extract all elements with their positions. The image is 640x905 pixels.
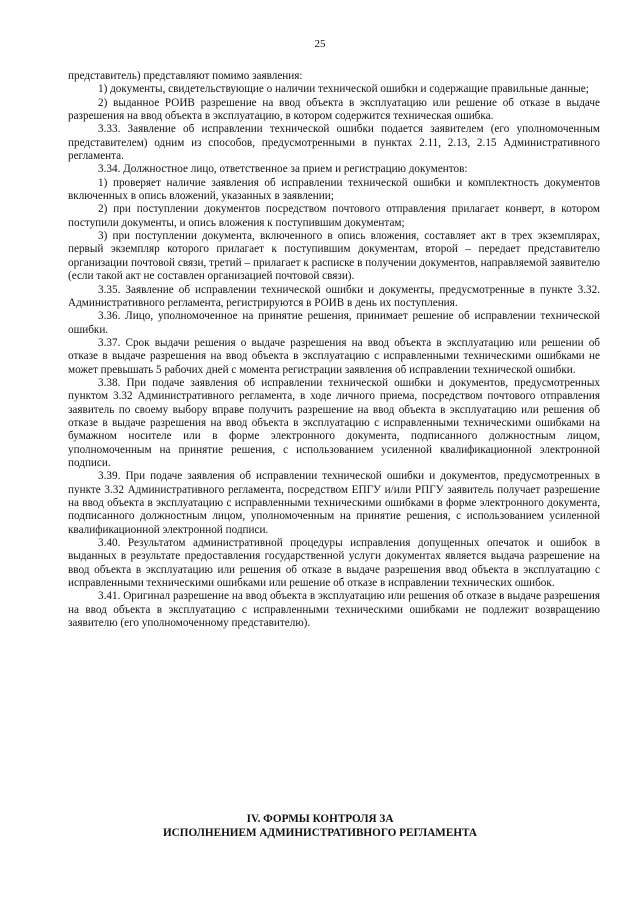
paragraph-3-34: 3.34. Должностное лицо, ответственное за прием и регистрацию документов: <box>98 163 468 176</box>
paragraph-3-36: 3.36. Лицо, уполномоченное на принятие решения, принимает решение об исправлении технической ошибки. <box>68 310 600 336</box>
section-heading-line-2: ИСПОЛНЕНИЕМ АДМИНИСТРАТИВНОГО РЕГЛАМЕНТА <box>162 827 478 839</box>
page-number: 25 <box>314 38 326 50</box>
paragraph-3-39: 3.39. При подаче заявления об исправлении технической ошибки и документов, предусмотренных в пункте 3.32 Административного регламента, посредством ЕПГУ и/или РПГУ заявитель получает разрешение на ввод объекта в эксплуатацию с исправленными техническими ошибками в форме электронного документа, подписанного должностным лицом, уполномоченным на принятие решения, с использованием усиленной квалификационной электронной подписи. <box>68 470 600 536</box>
document-body <box>68 70 600 630</box>
paragraph-3-38: 3.38. При подаче заявления об исправлении технической ошибки и документов, предусмотренных пунктом 3.32 Административного регламента, в ходе личного приема, посредством почтового отправления заявитель по своему выбору вправе получить разрешение на ввод объекта в эксплуатацию или решения об отказе в выдаче разрешения на ввод объекта в эксплуатацию с исправленными техническими ошибками на бумажном носителе или в форме электронного документа, подписанного должностным лицом, уполномоченным на принятие решения, с использованием усиленной квалификационной электронной подписи. <box>68 376 600 469</box>
paragraph-3-40: 3.40. Результатом административной процедуры исправления допущенных опечаток и ошибок в выданных в результате предоставления государственной услуги документах является выдача разрешение на ввод объекта в эксплуатацию или решения об отказе в выдаче разрешения ввод объекта в эксплуатацию с исправленными техническими ошибками или решение об отказе в исправлении технических ошибок. <box>68 537 600 590</box>
paragraph-list-item-2: 2) выданное РОИВ разрешение на ввод объекта в эксплуатацию или решение об отказе в выдаче разрешения на ввод объекта в эксплуатацию, в котором содержится техническая ошибка. <box>68 96 600 123</box>
paragraph-3-37: 3.37. Срок выдачи решения о выдаче разрешения на ввод объекта в эксплуатацию или решении об отказе в выдаче разрешения на ввод объекта в эксплуатацию с исправленными техническими ошибками не может превышать 5 рабочих дней с момента регистрации заявления об исправлении технической ошибки. <box>68 336 600 376</box>
paragraph-3-34-item-3: 3) при поступлении документа, включенного в опись вложения, составляет акт в трех экземплярах, первый экземпляр которого прилагает к поступившим документам, второй – передает представителю организации почтовой связи, третий – прилагает к расписке в получении документов, направляемой заявителю (если такой акт не составлен организацией почтовой связи). <box>68 230 600 283</box>
paragraph-3-34-item-1: 1) проверяет наличие заявления об исправлении технической ошибки и комплектность документов включенных в опись вложений, указанных в заявлении; <box>68 176 600 203</box>
paragraph-3-35: 3.35. Заявление об исправлении технической ошибки и документы, предусмотренные в пункте 3.32. Административного регламента, регистрируются в РОИВ в день их поступления. <box>68 283 600 309</box>
paragraph-3-41: 3.41. Оригинал разрешение на ввод объекта в эксплуатацию или решения об отказе в выдаче разрешения на ввод объекта в эксплуатацию с исправленными техническими ошибками не подлежит возвращению заявителю (его уполномоченному представителю). <box>68 590 600 630</box>
paragraph-continuation: представитель) представляют помимо заявления: <box>68 70 303 82</box>
section-heading-line-1: IV. ФОРМЫ КОНТРОЛЯ ЗА <box>246 813 394 825</box>
paragraph-list-item-1: 1) документы, свидетельствующие о наличии технической ошибки и содержащие правильные данные; <box>98 83 589 96</box>
section-heading <box>0 812 640 840</box>
paragraph-3-34-item-2: 2) при поступлении документов посредством почтового отправления прилагает конверт, в котором поступили документы, и опись вложения к поступившим документам; <box>68 203 600 229</box>
paragraph-3-33: 3.33. Заявление об исправлении технической ошибки подается заявителем (его уполномоченным представителем) одним из способов, предусмотренными в пунктах 2.11, 2.13, 2.15 Административного регламента. <box>68 123 600 163</box>
